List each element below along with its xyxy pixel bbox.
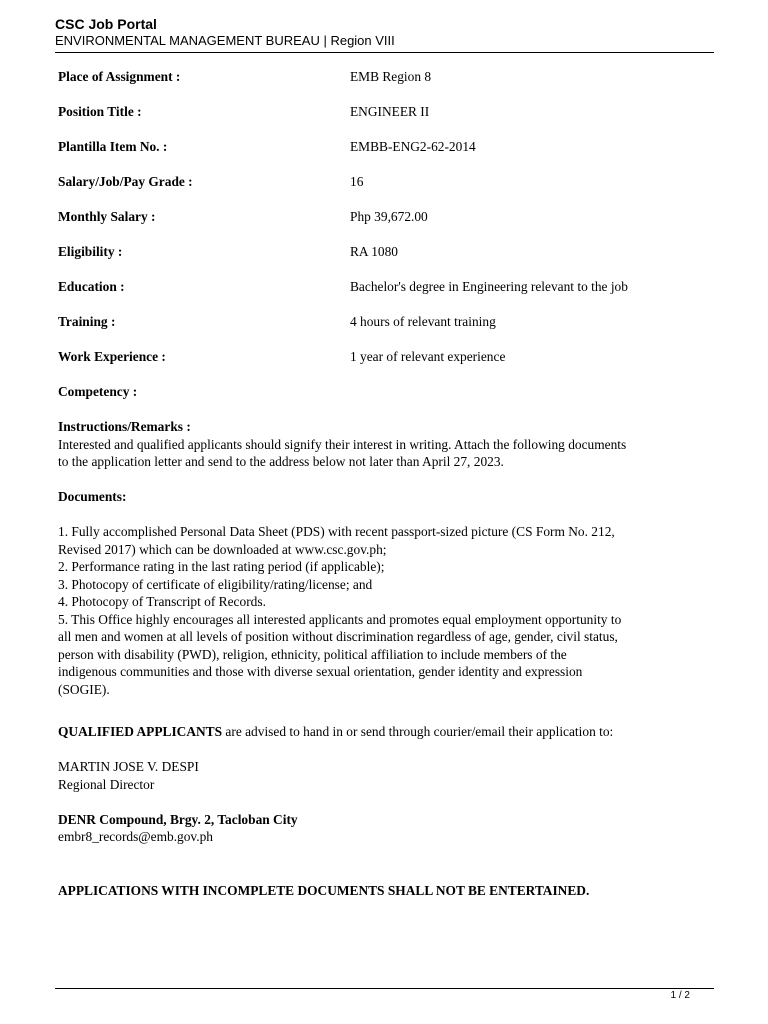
- incomplete-documents-notice: APPLICATIONS WITH INCOMPLETE DOCUMENTS SHALL NOT BE ENTERTAINED.: [58, 882, 590, 898]
- documents-heading: Documents:: [58, 489, 127, 504]
- spacer: [58, 793, 698, 811]
- job-posting-body: [58, 68, 698, 899]
- field-label: Salary/Job/Pay Grade :: [58, 174, 193, 189]
- field-row-monthly-salary: [58, 208, 698, 243]
- page-number: 1 / 2: [670, 990, 690, 1001]
- instructions-line: to the application letter and send to the address below not later than April 27, 2023.: [58, 454, 504, 469]
- field-value: 1 year of relevant experience: [350, 349, 506, 364]
- contact-role: Regional Director: [58, 776, 155, 792]
- spacer: [58, 698, 698, 723]
- field-label: Eligibility :: [58, 244, 123, 259]
- field-row-training: [58, 313, 698, 348]
- field-value: EMBB-ENG2-62-2014: [350, 139, 476, 154]
- documents-line: Revised 2017) which can be downloaded at www.csc.gov.ph;: [58, 541, 387, 557]
- office-name: ENVIRONMENTAL MANAGEMENT BUREAU | Region VIII: [55, 33, 395, 48]
- instructions-heading: Instructions/Remarks :: [58, 419, 191, 434]
- field-value: Bachelor's degree in Engineering relevant to the job: [350, 279, 628, 294]
- field-value: [350, 383, 698, 418]
- qualified-applicants-note: [58, 723, 698, 741]
- contact-email: embr8_records@emb.gov.ph: [58, 829, 213, 844]
- page-header: [55, 16, 713, 49]
- field-label: Competency :: [58, 384, 138, 399]
- qualified-applicants-text: are advised to hand in or send through courier/email their application to:: [222, 724, 614, 739]
- field-label: Place of Assignment :: [58, 69, 181, 84]
- contact-block: [58, 758, 698, 846]
- field-row-plantilla-item: [58, 138, 698, 173]
- field-row-position-title: [58, 103, 698, 138]
- field-row-work-experience: [58, 348, 698, 383]
- portal-title: CSC Job Portal: [55, 16, 157, 32]
- field-value: Php 39,672.00: [350, 209, 428, 224]
- spacer: [58, 471, 698, 489]
- documents-line: 3. Photocopy of certificate of eligibility/rating/license; and: [58, 576, 373, 592]
- documents-line: 1. Fully accomplished Personal Data Sheet (PDS) with recent passport-sized picture (CS Form No. 212,: [58, 524, 615, 539]
- field-value: 4 hours of relevant training: [350, 314, 496, 329]
- spacer: [58, 741, 698, 759]
- field-row-competency: [58, 383, 698, 418]
- footer-divider: [55, 988, 714, 989]
- documents-line: 2. Performance rating in the last rating period (if applicable);: [58, 559, 385, 574]
- field-row-pay-grade: [58, 173, 698, 208]
- documents-line: 4. Photocopy of Transcript of Records.: [58, 594, 266, 609]
- field-row-place-of-assignment: [58, 68, 698, 103]
- field-value: EMB Region 8: [350, 69, 432, 84]
- field-label: Plantilla Item No. :: [58, 139, 168, 154]
- documents-line: 5. This Office highly encourages all interested applicants and promotes equal employment opportunity to: [58, 611, 622, 627]
- documents-line: indigenous communities and those with diverse sexual orientation, gender identity and expression: [58, 664, 583, 679]
- instructions-line: Interested and qualified applicants should signify their interest in writing. Attach the following documents: [58, 436, 627, 452]
- field-row-education: [58, 278, 698, 313]
- documents-line: all men and women at all levels of position without discrimination regardless of age, gender, civil status,: [58, 629, 618, 644]
- field-value: RA 1080: [350, 244, 398, 259]
- instructions-section: [58, 418, 698, 471]
- documents-line: (SOGIE).: [58, 681, 110, 697]
- contact-address: DENR Compound, Brgy. 2, Tacloban City: [58, 811, 298, 827]
- job-details: [58, 68, 698, 418]
- field-label: Monthly Salary :: [58, 209, 156, 224]
- qualified-applicants-emphasis: QUALIFIED APPLICANTS: [58, 724, 223, 739]
- contact-name: MARTIN JOSE V. DESPI: [58, 759, 199, 774]
- documents-line: person with disability (PWD), religion, ethnicity, political affiliation to include members of the: [58, 646, 567, 662]
- field-row-eligibility: [58, 243, 698, 278]
- documents-section: [58, 488, 698, 698]
- field-label: Training :: [58, 314, 116, 329]
- spacer: [58, 506, 698, 524]
- field-label: Position Title :: [58, 104, 142, 119]
- header-divider: [55, 52, 714, 53]
- field-label: Work Experience :: [58, 349, 166, 364]
- field-label: Education :: [58, 279, 125, 294]
- field-value: ENGINEER II: [350, 104, 430, 119]
- field-value: 16: [350, 174, 364, 189]
- spacer: [58, 846, 698, 882]
